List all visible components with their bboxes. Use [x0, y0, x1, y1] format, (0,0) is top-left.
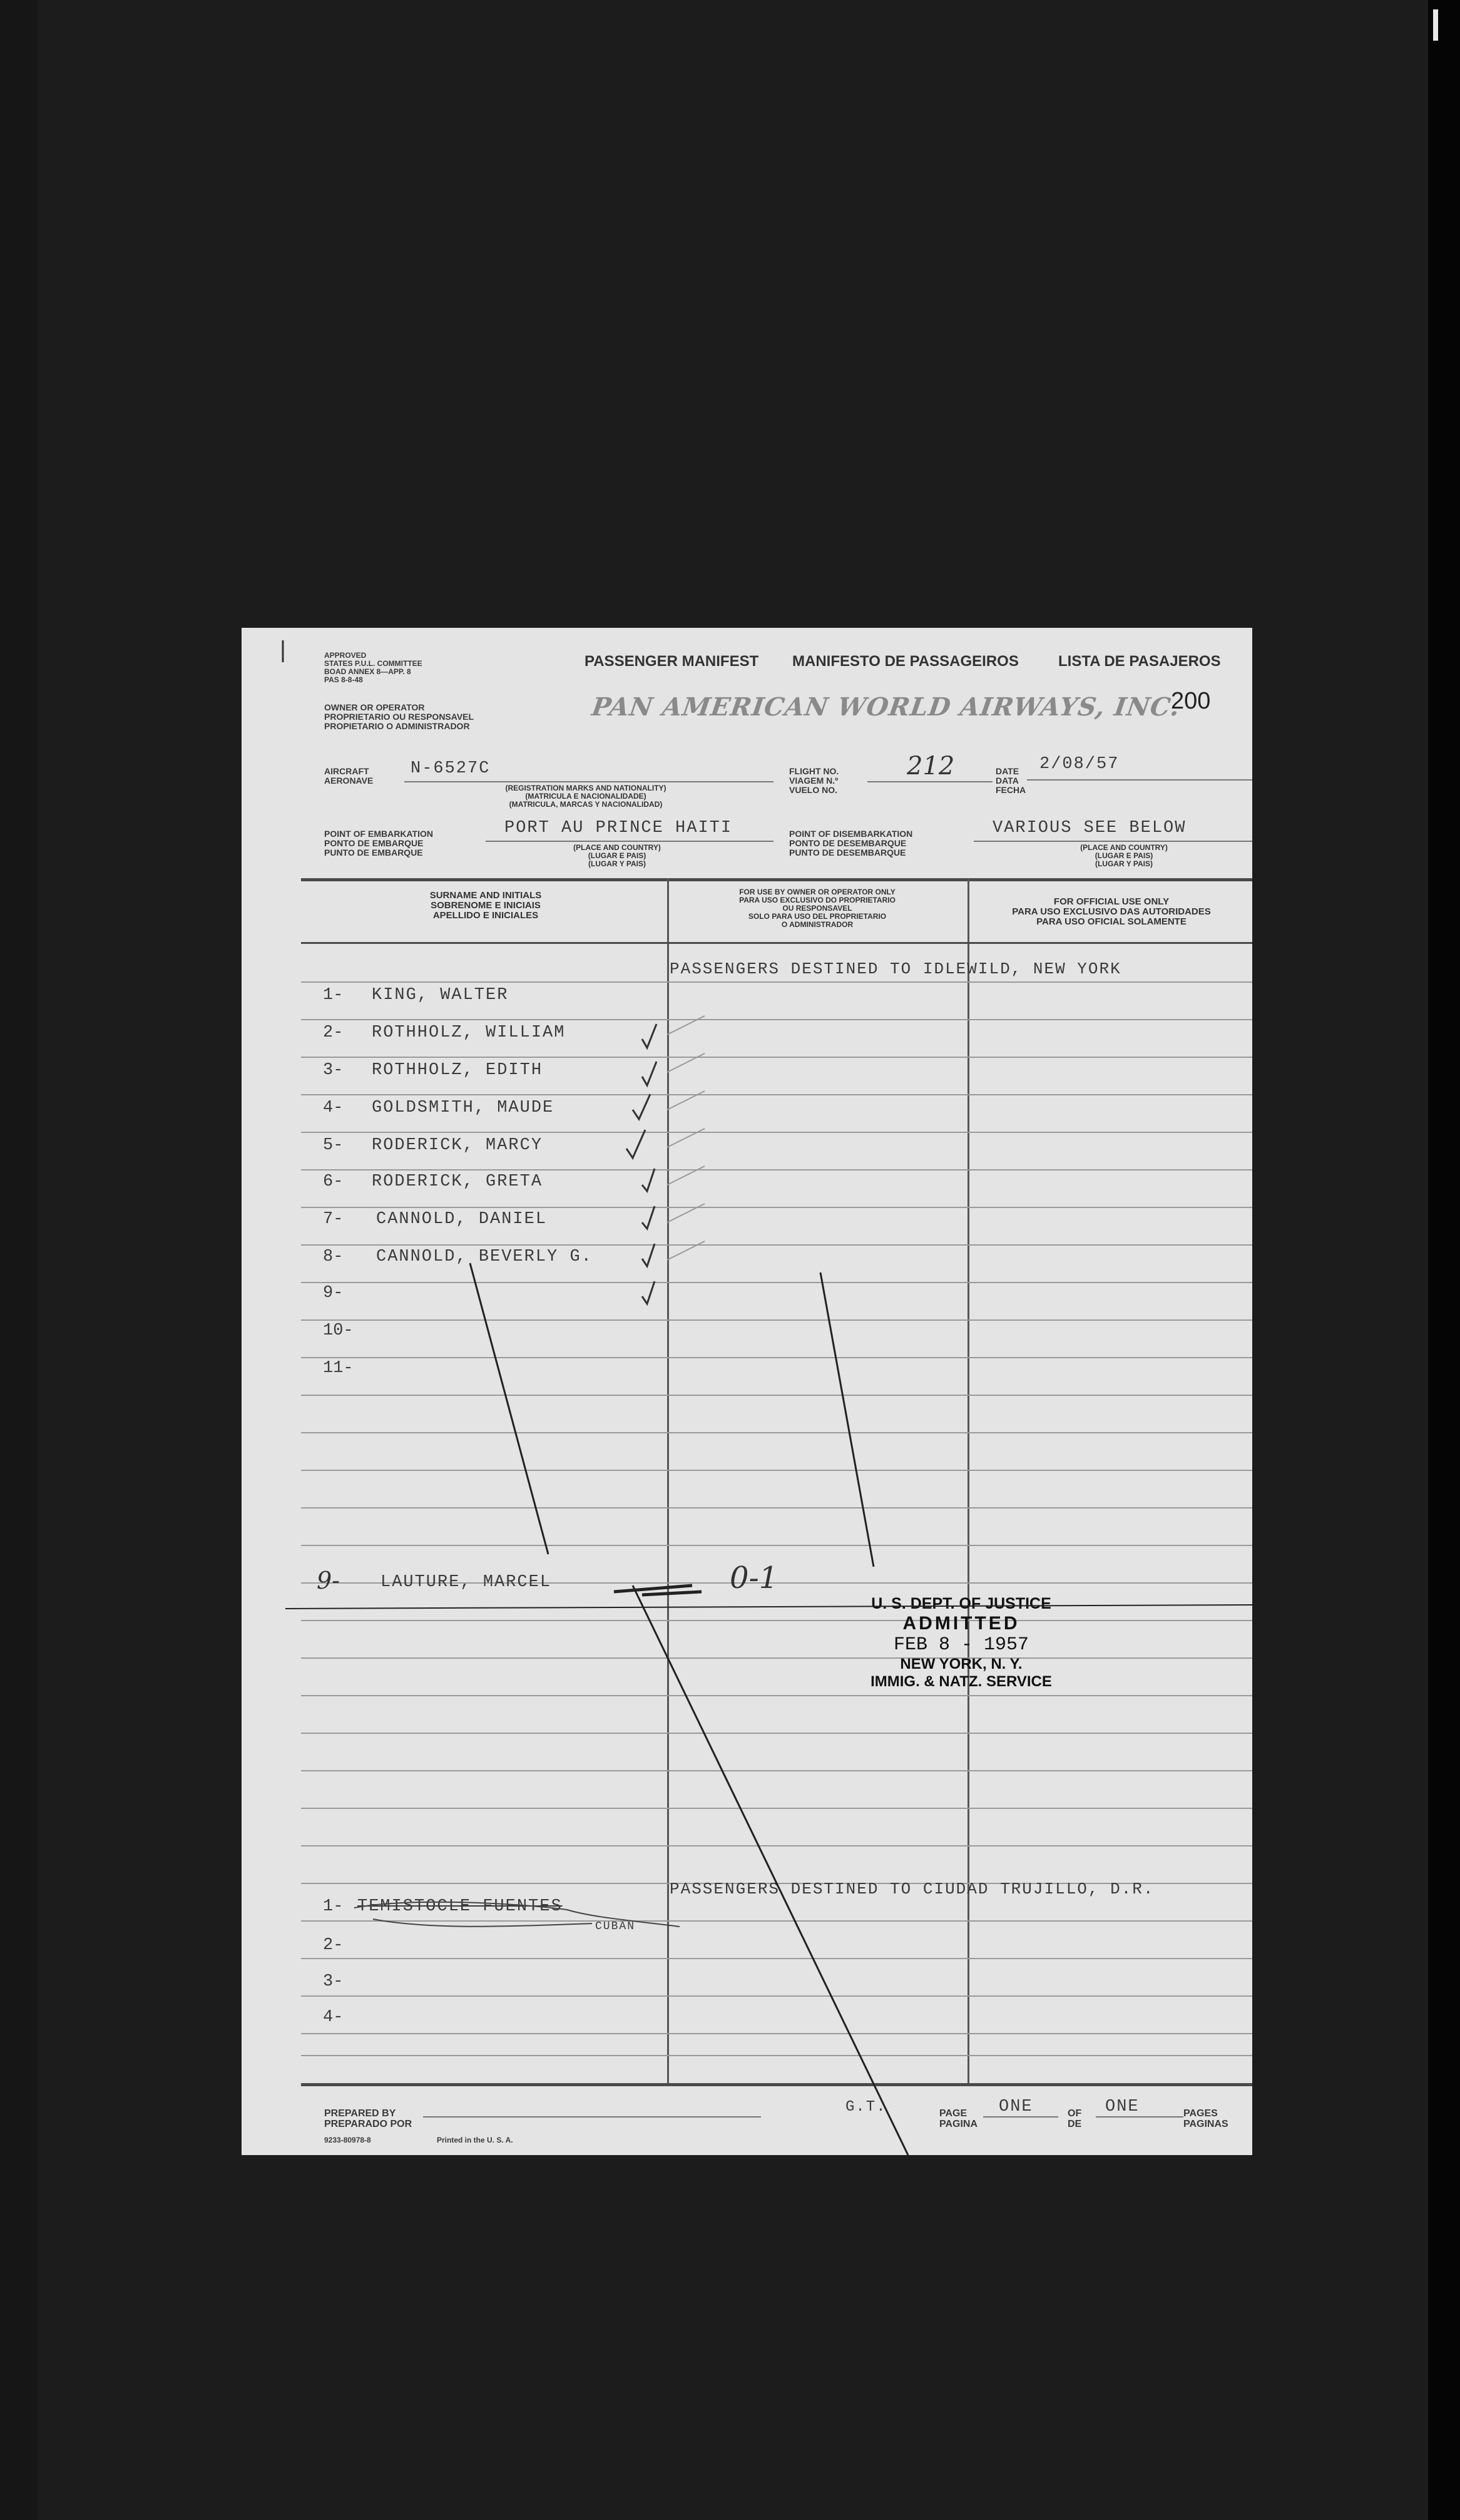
- stamp-agency: U. S. DEPT. OF JUSTICE: [871, 1595, 1051, 1612]
- flight-value: 212: [907, 752, 955, 781]
- pages-value: ONE: [1105, 2097, 1140, 2116]
- embarkation-sublabel: (PLACE AND COUNTRY) (LUGAR E PAIS) (LUGAR Y PAIS): [573, 843, 661, 868]
- row-number: 2-: [323, 1023, 344, 1042]
- title-portuguese: MANIFESTO DE PASSAGEIROS: [792, 653, 1019, 670]
- passenger-name: ROTHHOLZ, WILLIAM: [372, 1023, 566, 1042]
- row-number: 1-: [323, 986, 344, 1005]
- row-number: 4-: [323, 1099, 344, 1117]
- printed-in: Printed in the U. S. A.: [437, 2136, 513, 2144]
- row-number: 10-: [323, 1321, 354, 1340]
- form-number: 9233-80978-8: [324, 2136, 371, 2144]
- of-label: OF DE: [1068, 2108, 1082, 2129]
- passenger-name: TEMISTOCLE FUENTES: [357, 1897, 563, 1916]
- row-number: 8-: [323, 1247, 344, 1266]
- film-edge-left: [0, 0, 38, 2520]
- column-header-official: FOR OFFICIAL USE ONLY PARA USO EXCLUSIVO DAS AUTORIDADES PARA USO OFICIAL SOLAMENTE: [1012, 896, 1211, 927]
- disembarkation-label: POINT OF DISEMBARKATION PONTO DE DESEMBARQUE PUNTO DE DESEMBARQUE: [789, 829, 913, 858]
- row-number: 4-: [323, 2008, 344, 2027]
- row-number: 7-: [323, 1210, 344, 1229]
- prepared-by-label: PREPARED BY PREPARADO POR: [324, 2108, 412, 2129]
- embarkation-label: POINT OF EMBARKATION PONTO DE EMBARQUE PUNTO DE EMBARQUE: [324, 829, 433, 858]
- stamp-status: ADMITTED: [902, 1613, 1020, 1634]
- pen-marks: [242, 628, 1252, 2155]
- page-value: ONE: [999, 2097, 1033, 2116]
- added-passenger-note: 0-1: [730, 1560, 778, 1595]
- section2-heading: PASSENGERS DESTINED TO CIUDAD TRUJILLO, D.R.: [670, 1880, 1155, 1898]
- row-number: 1-: [323, 1897, 344, 1916]
- title-spanish: LISTA DE PASAJEROS: [1058, 653, 1221, 670]
- strike-lines: [470, 1263, 908, 2155]
- aircraft-value: N-6527C: [411, 759, 491, 778]
- section1-heading: PASSENGERS DESTINED TO IDLEWILD, NEW YORK: [670, 960, 1121, 978]
- passenger-name: RODERICK, GRETA: [372, 1172, 543, 1191]
- disembarkation-value: VARIOUS SEE BELOW: [993, 819, 1187, 837]
- manifest-page: [242, 628, 1252, 2155]
- passenger-name: CANNOLD, BEVERLY G.: [376, 1247, 593, 1266]
- arrow-marks: [285, 1585, 1252, 1609]
- nationality-annotation: CUBAN: [595, 1920, 636, 1933]
- column-header-operator: FOR USE BY OWNER OR OPERATOR ONLY PARA USO EXCLUSIVO DO PROPRIETARIO OU RESPONSAVEL SOLO PARA USO DEL PROPRIETARIO O ADMINISTRADOR: [739, 888, 896, 929]
- faint-ticks: [667, 1016, 705, 1260]
- film-spot: [1433, 9, 1438, 41]
- passenger-name: GOLDSMITH, MAUDE: [372, 1099, 554, 1117]
- passenger-name: CANNOLD, DANIEL: [376, 1210, 548, 1229]
- row-number: 9-: [323, 1284, 344, 1303]
- approval-note: APPROVED STATES P.U.L. COMMITTEE BOAD ANNEX 8—APP. 8 PAS 8-8-48: [324, 651, 422, 684]
- initials-mark: G.T.: [845, 2099, 887, 2116]
- page-number: 200: [1171, 688, 1211, 714]
- disembarkation-sublabel: (PLACE AND COUNTRY) (LUGAR E PAIS) (LUGAR Y PAIS): [1080, 843, 1168, 868]
- pages-label: PAGES PAGINAS: [1183, 2108, 1228, 2129]
- passenger-name: RODERICK, MARCY: [372, 1136, 543, 1155]
- row-number: 3-: [323, 1972, 344, 1991]
- row-number: 2-: [323, 1936, 344, 1955]
- title-english: PASSENGER MANIFEST: [585, 653, 759, 670]
- date-value: 2/08/57: [1039, 755, 1120, 774]
- stamp-service: IMMIG. & NATZ. SERVICE: [870, 1673, 1052, 1690]
- name-scribble: [354, 1902, 680, 1927]
- passenger-name: ROTHHOLZ, EDITH: [372, 1061, 543, 1080]
- airline-name: PAN AMERICAN WORLD AIRWAYS, INC.: [590, 692, 1182, 722]
- page-label: PAGE PAGINA: [939, 2108, 978, 2129]
- owner-label: OWNER OR OPERATOR PROPRIETARIO OU RESPONSAVEL PROPIETARIO O ADMINISTRADOR: [324, 702, 474, 731]
- stamp-date: FEB 8 - 1957: [893, 1634, 1029, 1656]
- embarkation-value: PORT AU PRINCE HAITI: [504, 819, 733, 837]
- row-number: 3-: [323, 1061, 344, 1080]
- film-edge-right: [1428, 0, 1460, 2520]
- check-marks: [626, 1024, 656, 1304]
- row-number: 6-: [323, 1172, 344, 1191]
- row-number: 5-: [323, 1136, 344, 1155]
- column-header-names: SURNAME AND INITIALS SOBRENOME E INICIAIS APELLIDO E INICIALES: [429, 890, 542, 921]
- added-row-number: 9-: [317, 1567, 340, 1594]
- added-passenger-name: LAUTURE, MARCEL: [380, 1573, 552, 1592]
- stamp-location: NEW YORK, N. Y.: [900, 1656, 1023, 1672]
- date-label: DATE DATA FECHA: [996, 766, 1026, 795]
- aircraft-sublabel: (REGISTRATION MARKS AND NATIONALITY) (MATRICULA E NACIONALIDADE) (MATRICULA, MARCAS Y NACIONALIDAD): [505, 784, 666, 809]
- aircraft-label: AIRCRAFT AERONAVE: [324, 766, 374, 786]
- passenger-name: KING, WALTER: [372, 986, 509, 1005]
- flight-label: FLIGHT NO. VIAGEM N.º VUELO NO.: [789, 766, 839, 795]
- row-number: 11-: [323, 1359, 354, 1378]
